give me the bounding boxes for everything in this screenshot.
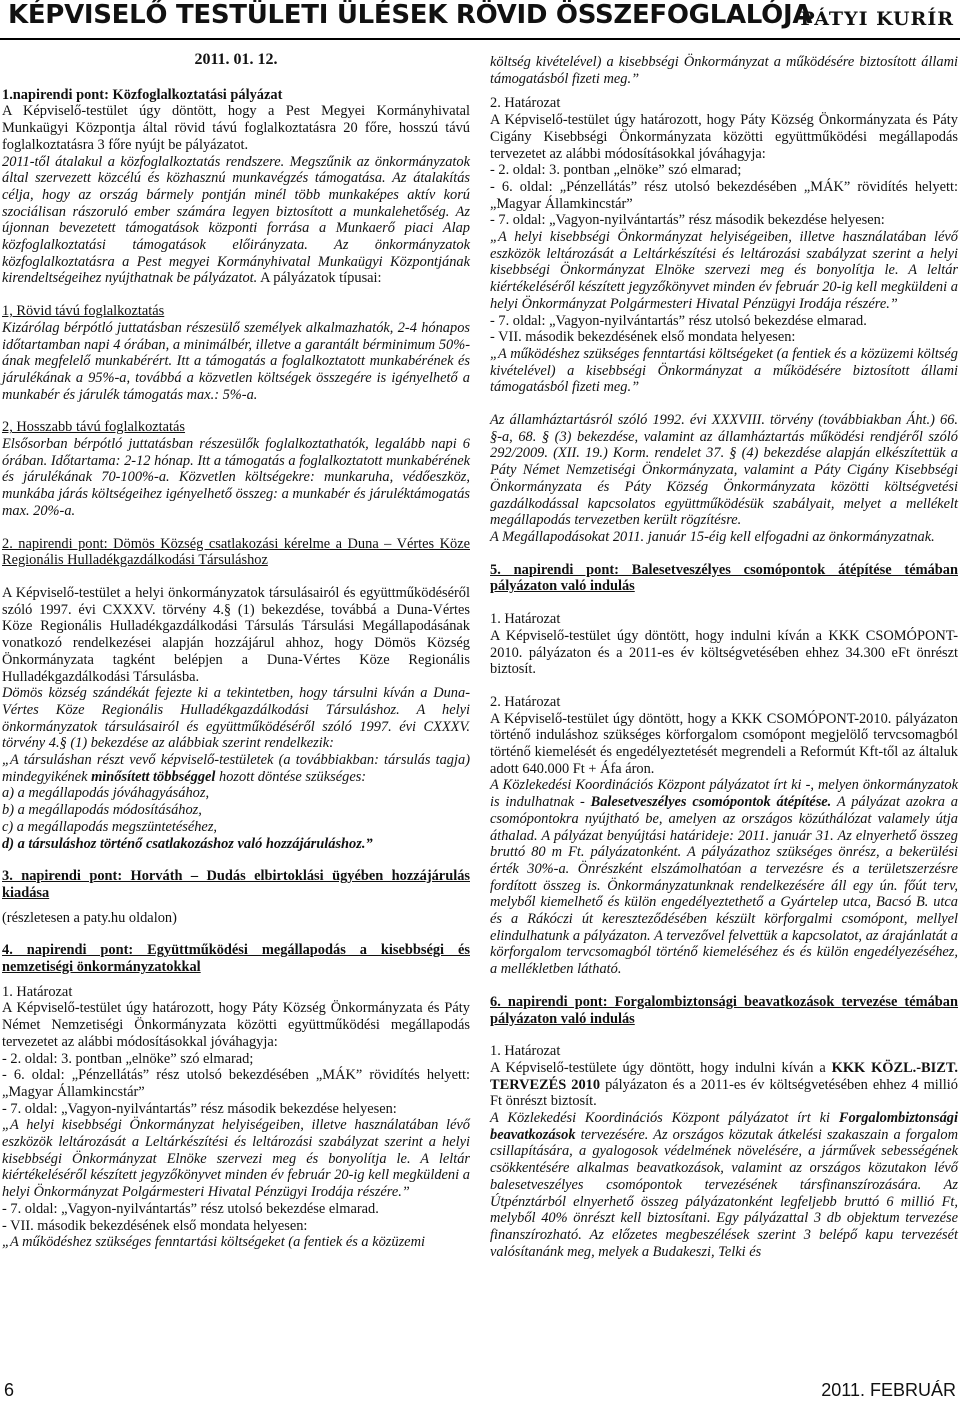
resolution-heading: 2. Határozat xyxy=(490,693,561,710)
text-span: tervezésére. Az országos közutak átkelési szakaszain a forgalom csillapítására, a gyalogosok védelmének növelésére, a járművek sebességének csökkentésére alkalmas beavatkozások, valamint az országos közutakon lévő balesetveszélyes csomópontok tervezésének társfinanszírozására. Az Útpénztárból elnyerhető összeg pályázatonként legfeljebb bruttó 6 millió Ft, melyből 40% önrészt kell biztosítani. Egy pályázattal 3 db objektum tervezése finanszírozható. Az előzetes megbeszélések szerint 3 belépő kapu tervezését valósítanánk meg, melyek a Budakeszi, Telki és xyxy=(490,1126,958,1260)
quote: költség kivételével) a kisebbségi Önkormányzat a működésére biztosított állami támogatásból fizeti meg.” xyxy=(490,54,958,87)
list-item: - VII. második bekezdésének első mondata helyesen: xyxy=(2,1217,308,1234)
resolution-heading: 1. Határozat xyxy=(2,983,73,1000)
quote: „A működéshez szükséges fenntartási költségeket (a fentiek és a közüzemi költség kivételével) a kisebbségi Önkormányzat a működésére biztosított állami támogatásból fizeti meg.” xyxy=(490,345,958,396)
quote: „A működéshez szükséges fenntartási költségeket (a fentiek és a közüzemi xyxy=(2,1234,425,1251)
section-6-paragraph xyxy=(490,1110,958,1260)
list-item: - 7. oldal: „Vagyon-nyilvántartás” rész második bekezdése helyesen: xyxy=(2,1100,397,1117)
text-span: A Közlekedési Koordinációs Központ pályázatot írt ki xyxy=(490,1110,839,1127)
legal-paragraph: A Megállapodásokat 2011. január 15-éig kell elfogadni az önkormányzatnak. xyxy=(490,528,935,545)
list-item: - VII. második bekezdésének első mondata helyesen: xyxy=(490,329,796,346)
resolution-body: A Képviselő-testület úgy döntött, hogy a KKK CSOMÓPONT-2010. pályázaton történő induláshoz szükséges körforgalom csomópont megjelölő tervcsomagból történő kiemelését és engedélyeztetését megrendeli a Reformút Kft-től az általuk adott 640.000 Ft + Áfa áron. xyxy=(490,710,958,777)
list-item: - 7. oldal: „Vagyon-nyilvántartás” rész második bekezdése helyesen: xyxy=(490,212,885,229)
resolution-body: A Képviselő-testület úgy határozott, hogy Páty Község Önkormányzata és Páty Német Nemzetiségi Önkormányzata közötti együttműködési megállapodás tervezetet az alábbi módosításokkal jóváhagyja: xyxy=(2,1000,470,1050)
section-4-title: 4. napirendi pont: Együttműködési megállapodás a kisebbségi és nemzetiségi önkormányzatokkal xyxy=(2,942,470,976)
text-span: A Közlekedési Koordinációs Központ pályázatot írt ki -, melyen önkormányzatok is indulhatnak - xyxy=(490,777,958,811)
list-item: - 2. oldal: 3. pontban „elnöke” szó elmarad; xyxy=(2,1050,254,1067)
resolution-body: A Képviselő-testület úgy döntött, hogy indulni kíván a KKK CSOMÓPONT-2010. pályázaton és a 2011-es év költségvetésében ehhez 34.300 eFt önrészt biztosít. xyxy=(490,627,958,678)
list-item: - 2. oldal: 3. pontban „elnöke” szó elmarad; xyxy=(490,162,742,179)
text-span: „A társuláshan részt vevő képviselő-testületek (a továbbiakban: társulás tagja) mindegyikének xyxy=(2,752,470,785)
section-6-title: 6. napirendi pont: Forgalombiztonsági beavatkozások tervezése témában pályázaton való indulás xyxy=(490,993,958,1027)
text-span: KKK KÖZL.-BIZT. TERVEZÉS 2010 xyxy=(490,1059,958,1093)
resolution-heading: 2. Határozat xyxy=(490,95,561,112)
resolution-heading: 1. Határozat xyxy=(490,1043,561,1060)
right-column xyxy=(490,54,958,1260)
text-span: Forgalombiztonsági beavatkozások xyxy=(490,1110,958,1143)
list-item: d) a társuláshoz történő csatlakozáshoz való hozzájáruláshoz.” xyxy=(2,835,373,852)
section-1-paragraph: A Képviselő-testület úgy döntött, hogy a Pest Megyei Kormányhivatal Munkaügyi Központja által rövid távú foglalkoztatásra 20 főre, hosszú távú foglalkoztatásra 3 főre nyújt be pályázatot. xyxy=(2,103,470,153)
section-2-paragraph: Dömös község szándékát fejezte ki a tekintetben, hogy társulni kíván a Duna-Vértes Köze Regionális Hulladékgazdálkodási Társuláshoz. A helyi önkormányzatok társulásairól és együttműködéséről szóló 1997. évi CXXXV. törvény 4.§ (1) bekezdése az alábbiak szerint rendelkezik: xyxy=(2,685,470,752)
section-5-paragraph xyxy=(490,777,958,977)
meeting-date: 2011. 01. 12. xyxy=(194,51,278,68)
list-item: - 7. oldal: „Vagyon-nyilvántartás” rész utolsó bekezdése elmarad. xyxy=(490,312,867,329)
publication-brand: PÁTYI KURÍR xyxy=(800,8,954,30)
section-2-paragraph: A Képviselő-testület a helyi önkormányzatok társulásairól és együttműködéséről szóló 1997. évi CXXXV. törvény 4.§ (1) bekezdése, továbbá a Duna-Vértes Köze Regionális Hulladékgazdálkodási Társulás Társulási Megállapodásának vonatkozó rendelkezései alapján hozzájárul ahhoz, hogy Dömös Község Önkormányzata tagként belépjen a Duna-Vértes Köze Regionális Hulladékgazdálkodási Társulásba. xyxy=(2,584,470,685)
section-1-title: 1.napirendi pont: Közfoglalkoztatási pályázat xyxy=(2,86,283,103)
list-item: - 7. oldal: „Vagyon-nyilvántartás” rész utolsó bekezdése elmarad. xyxy=(2,1200,379,1217)
text-span: 2011-től átalakul a közfoglalkoztatás rendszere. Megszűnik az önkormányzatok által szervezett közcélú és közhasznú munkavégzés támogatása. Az átalakítás célja, hogy az ország bármely pontján minél több munkaképes aktív korú szociálisan rászoruló ember számára legyen biztosított a munkalehetőség. Az újonnan bevezetett támogatások központi forrása a Munkaerő piaci Alap közfoglalkoztatási támogatások előirányzata. Az önkormányzatok közfoglalkoztatásra a Pest megyei Kormányhivatal Munkaügyi Központjának kirendeltségeihez nyújthatnak be pályázatot. xyxy=(2,153,470,287)
quote: „A helyi kisebbségi Önkormányzat helyiségeiben, illetve használatában lévő eszközök leltározását a Leltárkészítési és leltározási szabályzat szerint a helyi kisebbségi Önkormányzat Elnöke szervezi meg és bonyolítja le. A leltár kiértékeléséről készített jegyzőkönyvet minden év február 20-ig kell megküldeni a helyi Önkormányzat Polgármesteri Hivatal Pénzügyi Irodája részére.” xyxy=(2,1117,470,1201)
section-2-title: 2. napirendi pont: Dömös Község csatlakozási kérelme a Duna – Vértes Köze Regionális Hulladékgazdálkodási Társuláshoz xyxy=(2,535,470,569)
list-item: - 6. oldal: „Pénzellátás” rész utolsó bekezdésében „MÁK” rövidítés helyett: „Magyar Államkincstár” xyxy=(490,178,958,212)
section-5-title: 5. napirendi pont: Balesetveszélyes csomópontok átépítése témában pályázaton való indulás xyxy=(490,561,958,595)
subsection-body: Kizárólag bérpótló juttatásban részesülő személyek alkalmazhatók, 2-4 hónapos időtartamban napi 4 órában, a minimálbér, illetve a garantált bérminimum 50%-ának megfelelő munkabérért. Itt a támogatás a foglalkoztatott munkabérének és járulékának a 95%-a, továbbá a közvetlen költségek összegére is igényelhető a munkabér és járulék támogatás max.: 5%-a. xyxy=(2,319,470,403)
page-number: 6 xyxy=(4,1380,15,1400)
section-3-body: (részletesen a paty.hu oldalon) xyxy=(2,909,177,926)
page-header xyxy=(0,0,960,40)
text-span: pályázaton és a 2011-es év költségvetésében ehhez 4 millió Ft önrészt biztosít. xyxy=(490,1076,958,1110)
section-1-paragraph xyxy=(2,154,470,288)
section-3-title: 3. napirendi pont: Horváth – Dudás elbirtoklási ügyében hozzájárulás kiadása xyxy=(2,868,470,901)
text-span: hozott döntése szükséges: xyxy=(215,768,367,785)
text-span: Balesetveszélyes csomópontok átépítése. xyxy=(590,794,832,811)
subsection-title: 2, Hosszabb távú foglalkoztatás xyxy=(2,419,186,436)
left-column xyxy=(2,46,470,1251)
list-item: - 6. oldal: „Pénzellátás” rész utolsó bekezdésében „MÁK” rövidítés helyett: „Magyar Államkincstár” xyxy=(2,1067,470,1100)
subsection-title: 1, Rövid távú foglalkoztatás xyxy=(2,303,165,320)
list-item: a) a megállapodás jóváhagyásához, xyxy=(2,785,210,802)
section-2-quote xyxy=(2,752,470,785)
text-span: A pályázatok típusai: xyxy=(260,270,382,287)
text-span: A pályázat azokra a csomópontokra nyújtható be, amelyen az országos közúthálózat valamely útja áthalad. A pályázat benyújtási határideje: 2011. január 31. Az elnyerhető összeg bruttó 80 m Ft. pályázatonként. A pályázathoz szükséges önrész, a bekerülési érték 30%-a. Önrészként elszámolhatóan a tervezésre és a területszerzésre fordított összeg is. Önkormányzatunknak rendelkezésére áll egy ún. főút terv, melyből kiemelhető és külön engedélyeztethető a Gyártelep utca, Bacsó B. utca és a Rákóczi út kereszteződésében készült körforgalmi csomópont, mellyel elindulhatunk a pályázaton. A tervezővel felvettük a kapcsolatot, az árajánlatát a körforgalom tervcsomagból történő kiemeléséhez és és külön engedélyezéséhez, a mellékletben látható. xyxy=(490,794,958,978)
header-title: KÉPVISELŐ TESTÜLETI ÜLÉSEK RÖVID ÖSSZEFOGLALÓJA xyxy=(8,0,813,30)
subsection-body: Elsősorban bérpótló juttatásban részesülők foglalkoztathatók, legalább napi 6 órában. Időtartama: 2-12 hónap. Itt a támogatás a foglalkoztatott munkabérének és járulékának 70-100%-a. Közvetlen költségekre: munkaruha, védőeszköz, munkába járás költségeihez igényelhető összeg: a munkabér és járuléktámogatás max. 20%-a. xyxy=(2,436,470,519)
quote: „A helyi kisebbségi Önkormányzat helyiségeiben, illetve használatában lévő eszközök leltározását a Leltárkészítési és leltározási szabályzat szerint a helyi kisebbségi Önkormányzat Elnöke szervezi meg és bonyolítja le. A leltár kiértékeléséről készített jegyzőkönyvet minden év február 20-ig kell megküldeni a helyi Önkormányzat Polgármesteri Hivatal Pénzügyi Irodája részére.” xyxy=(490,229,958,312)
list-item: b) a megállapodás módosításához, xyxy=(2,802,202,819)
resolution-heading: 1. Határozat xyxy=(490,611,561,628)
resolution-body: A Képviselő-testület úgy határozott, hogy Páty Község Önkormányzata és Páty Cigány Kisebbségi Önkormányzata közötti együttműködési megállapodás tervezetet az alábbi módosításokkal jóváhagyja: xyxy=(490,112,958,162)
issue-date: 2011. FEBRUÁR xyxy=(821,1380,956,1400)
text-span: A Képviselő-testülete úgy döntött, hogy indulni kíván a xyxy=(490,1059,832,1076)
text-span: minősített többséggel xyxy=(91,768,216,785)
list-item: c) a megállapodás megszüntetéséhez, xyxy=(2,818,218,835)
resolution-body xyxy=(490,1060,958,1110)
legal-paragraph: Az államháztartásról szóló 1992. évi XXXVIII. törvény (továbbiakban Áht.) 66. §-a, 68. § (3) bekezdése, valamint az államháztartás működési rendjéről szóló 292/2009. (XII. 19.) Korm. rendelet 37. § (4) bekezdése alapján elkészítettük a Páty Német Nemzetiségi Önkormányzata, valamint a Páty Cigány Kisebbségi Önkormányzata és Páty Község Önkormányzata közötti költségvetési gazdálkodással kapcsolatos együttműködésük szabályait, melyet a mellékelt megállapodás tervezetben került rögzítésre. xyxy=(490,412,958,529)
